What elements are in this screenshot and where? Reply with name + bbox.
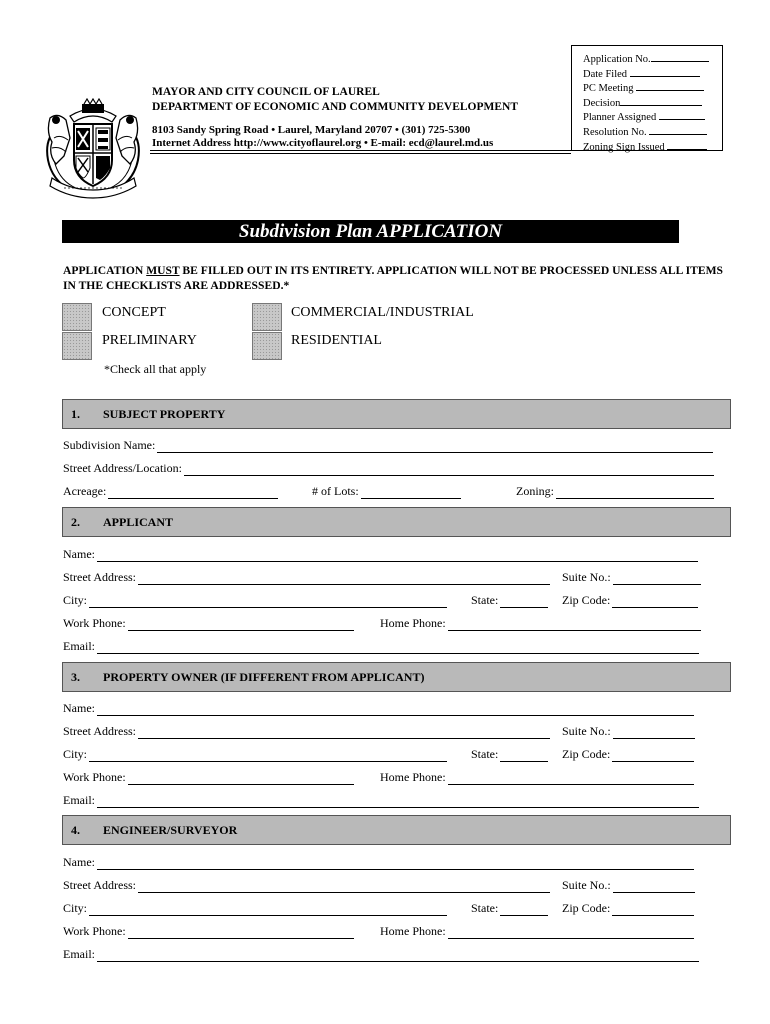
applicant-email-row — [63, 638, 699, 654]
applicant-home-phone-row — [380, 615, 701, 631]
acreage-row — [63, 483, 278, 499]
engineer-work-phone-row — [63, 923, 354, 939]
street-address-label: Street Address: — [63, 724, 136, 738]
acreage-field[interactable] — [108, 487, 278, 499]
applicant-email-field[interactable] — [97, 642, 699, 654]
instructions-part2: BE FILLED OUT IN ITS ENTIRETY. APPLICATION WILL NOT BE PROCESSED UNLESS ALL ITEMS IN THE CHECKLISTS ARE ADDRESSED.* — [63, 264, 723, 292]
application-no-field[interactable] — [651, 52, 709, 62]
zoning-field[interactable] — [556, 487, 714, 499]
engineer-city-field[interactable] — [89, 904, 447, 916]
owner-email-row — [63, 792, 699, 808]
home-phone-label: Home Phone: — [380, 924, 446, 938]
applicant-suite-field[interactable] — [613, 573, 701, 585]
name-label: Name: — [63, 855, 95, 869]
owner-suite-field[interactable] — [613, 727, 695, 739]
instructions-must: MUST — [146, 264, 180, 277]
applicant-zip-field[interactable] — [612, 596, 698, 608]
engineer-street-field[interactable] — [138, 881, 550, 893]
acreage-label: Acreage: — [63, 484, 107, 498]
owner-name-row — [63, 700, 694, 716]
planner-assigned-label: Planner Assigned — [583, 112, 657, 124]
applicant-city-row — [63, 592, 447, 608]
section-number: 4. — [71, 823, 80, 837]
street-location-field[interactable] — [184, 464, 714, 476]
commercial-industrial-label: COMMERCIAL/INDUSTRIAL — [291, 305, 474, 320]
engineer-suite-row — [562, 877, 695, 893]
preliminary-checkbox[interactable] — [62, 332, 92, 360]
date-filed-label: Date Filed — [583, 68, 628, 80]
instructions-part1: APPLICATION — [63, 264, 147, 277]
applicant-suite-row — [562, 569, 701, 585]
lots-row — [312, 483, 461, 499]
section-number: 3. — [71, 670, 80, 684]
decision-label: Decision — [583, 97, 621, 109]
check-all-note: *Check all that apply — [104, 362, 207, 376]
state-label: State: — [471, 593, 499, 607]
street-address-label: Street Address: — [63, 570, 136, 584]
city-seal-logo — [40, 98, 146, 200]
pc-meeting-field[interactable] — [636, 81, 704, 91]
owner-suite-row — [562, 723, 695, 739]
street-location-row — [63, 460, 714, 476]
header-rule — [150, 150, 571, 151]
engineer-work-phone-field[interactable] — [128, 927, 354, 939]
instructions-text — [63, 263, 723, 293]
suite-label: Suite No.: — [562, 724, 611, 738]
engineer-zip-row — [562, 900, 694, 916]
city-label: City: — [63, 593, 88, 607]
email-label: Email: — [63, 639, 95, 653]
home-phone-label: Home Phone: — [380, 770, 446, 784]
owner-name-field[interactable] — [97, 704, 694, 716]
state-label: State: — [471, 747, 499, 761]
engineer-home-phone-field[interactable] — [448, 927, 694, 939]
zip-label: Zip Code: — [562, 901, 611, 915]
residential-label: RESIDENTIAL — [291, 333, 382, 348]
owner-work-phone-field[interactable] — [128, 773, 354, 785]
work-phone-label: Work Phone: — [63, 924, 126, 938]
applicant-state-row — [471, 592, 548, 608]
section-number: 1. — [71, 407, 80, 421]
resolution-no-field[interactable] — [649, 125, 707, 135]
planner-assigned-field[interactable] — [659, 110, 705, 120]
department-address: 8103 Sandy Spring Road • Laurel, Maryland 20707 • (301) 725-5300 — [152, 124, 471, 136]
lots-label: # of Lots: — [312, 484, 359, 498]
owner-street-field[interactable] — [138, 727, 550, 739]
engineer-email-field[interactable] — [97, 950, 699, 962]
section-title: PROPERTY OWNER (IF DIFFERENT FROM APPLICANT) — [103, 670, 425, 684]
header-rule-secondary — [150, 153, 571, 154]
city-label: City: — [63, 901, 88, 915]
concept-label: CONCEPT — [102, 305, 166, 320]
owner-zip-field[interactable] — [612, 750, 694, 762]
office-use-box — [571, 45, 723, 151]
zoning-sign-issued-field[interactable] — [667, 140, 707, 150]
form-title: Subdivision Plan APPLICATION — [62, 220, 679, 243]
section-property-owner — [62, 662, 731, 692]
engineer-state-row — [471, 900, 548, 916]
pc-meeting-label: PC Meeting — [583, 83, 634, 95]
subdivision-name-row — [63, 437, 713, 453]
engineer-email-row — [63, 946, 699, 962]
applicant-street-field[interactable] — [138, 573, 550, 585]
name-label: Name: — [63, 547, 95, 561]
applicant-state-field[interactable] — [500, 596, 548, 608]
email-label: Email: — [63, 793, 95, 807]
subdivision-name-label: Subdivision Name: — [63, 438, 156, 452]
applicant-name-row — [63, 546, 698, 562]
work-phone-label: Work Phone: — [63, 770, 126, 784]
section-title: ENGINEER/SURVEYOR — [103, 823, 238, 837]
engineer-zip-field[interactable] — [612, 904, 694, 916]
preliminary-label: PRELIMINARY — [102, 333, 197, 348]
section-number: 2. — [71, 515, 80, 529]
work-phone-label: Work Phone: — [63, 616, 126, 630]
subdivision-name-field[interactable] — [157, 441, 713, 453]
section-title: SUBJECT PROPERTY — [103, 407, 226, 421]
owner-work-phone-row — [63, 769, 354, 785]
email-label: Email: — [63, 947, 95, 961]
zoning-row — [516, 483, 714, 499]
zoning-sign-issued-label: Zoning Sign Issued — [583, 141, 665, 153]
engineer-city-row — [63, 900, 447, 916]
owner-home-phone-row — [380, 769, 694, 785]
engineer-state-field[interactable] — [500, 904, 548, 916]
owner-street-row — [63, 723, 550, 739]
owner-state-row — [471, 746, 548, 762]
state-label: State: — [471, 901, 499, 915]
applicant-city-field[interactable] — [89, 596, 447, 608]
street-location-label: Street Address/Location: — [63, 461, 182, 475]
owner-state-field[interactable] — [500, 750, 548, 762]
home-phone-label: Home Phone: — [380, 616, 446, 630]
city-label: City: — [63, 747, 88, 761]
application-no-label: Application No. — [583, 54, 651, 65]
date-filed-field[interactable] — [630, 67, 700, 77]
applicant-name-field[interactable] — [97, 550, 698, 562]
applicant-street-row — [63, 569, 550, 585]
resolution-no-label: Resolution No. — [583, 126, 647, 138]
suite-label: Suite No.: — [562, 878, 611, 892]
zip-label: Zip Code: — [562, 747, 611, 761]
city-council-heading: MAYOR AND CITY COUNCIL OF LAUREL — [152, 86, 380, 98]
section-title: APPLICANT — [103, 515, 174, 529]
residential-checkbox[interactable] — [252, 332, 282, 360]
applicant-home-phone-field[interactable] — [448, 619, 701, 631]
section-subject-property — [62, 399, 731, 429]
concept-checkbox[interactable] — [62, 303, 92, 331]
department-internet-email: Internet Address http://www.cityoflaurel.org • E-mail: ecd@laurel.md.us — [152, 137, 494, 149]
decision-field[interactable] — [620, 96, 702, 106]
lots-field[interactable] — [361, 487, 461, 499]
engineer-street-row — [63, 877, 550, 893]
owner-zip-row — [562, 746, 694, 762]
engineer-name-field[interactable] — [97, 858, 694, 870]
section-applicant — [62, 507, 731, 537]
owner-city-field[interactable] — [89, 750, 447, 762]
commercial-industrial-checkbox[interactable] — [252, 303, 282, 331]
engineer-home-phone-row — [380, 923, 694, 939]
section-engineer-surveyor — [62, 815, 731, 845]
street-address-label: Street Address: — [63, 878, 136, 892]
engineer-name-row — [63, 854, 694, 870]
suite-label: Suite No.: — [562, 570, 611, 584]
zoning-label: Zoning: — [516, 484, 554, 498]
applicant-work-phone-field[interactable] — [128, 619, 354, 631]
owner-home-phone-field[interactable] — [448, 773, 694, 785]
name-label: Name: — [63, 701, 95, 715]
engineer-suite-field[interactable] — [613, 881, 695, 893]
applicant-zip-row — [562, 592, 698, 608]
zip-label: Zip Code: — [562, 593, 611, 607]
department-heading: DEPARTMENT OF ECONOMIC AND COMMUNITY DEVELOPMENT — [152, 101, 519, 113]
applicant-work-phone-row — [63, 615, 354, 631]
owner-email-field[interactable] — [97, 796, 699, 808]
owner-city-row — [63, 746, 447, 762]
